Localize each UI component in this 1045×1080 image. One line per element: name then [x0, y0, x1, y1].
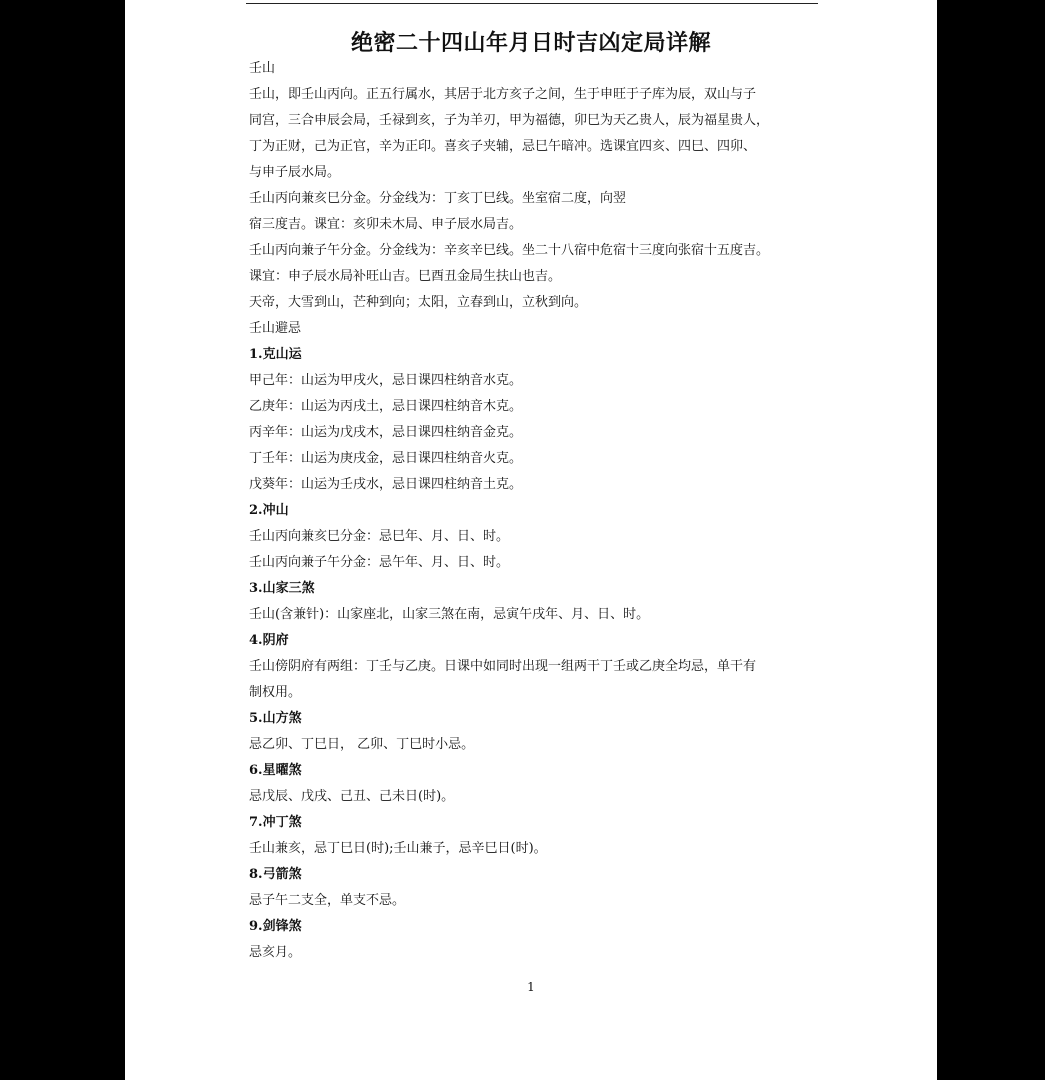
text-line: 壬山(含兼针)：山家座北，山家三煞在南，忌寅午戌年、月、日、时。: [249, 607, 650, 622]
text-line: 制权用。: [249, 685, 302, 700]
section-heading: 9.剑锋煞: [249, 919, 302, 934]
section-heading: 8.弓箭煞: [249, 867, 302, 882]
text-line: 壬山避忌: [249, 321, 302, 336]
section-heading: 4.阴府: [249, 633, 289, 648]
document-body: [249, 56, 823, 966]
section-heading: 7.冲丁煞: [249, 815, 302, 830]
section-heading: 5.山方煞: [249, 711, 302, 726]
text-line: 壬山傍阴府有两组：丁壬与乙庚。日课中如同时出现一组两干丁壬或乙庚全均忌，单干有: [249, 659, 757, 674]
text-line: 壬山丙向兼子午分金：忌午年、月、日、时。: [249, 555, 510, 570]
text-line: 乙庚年：山运为丙戌土，忌日课四柱纳音木克。: [249, 399, 523, 414]
text-line: 忌戊辰、戊戌、己丑、己未日(时)。: [249, 789, 455, 804]
section-heading: 1.克山运: [249, 347, 302, 362]
header-rule: [246, 3, 818, 4]
text-line: 壬山兼亥，忌丁巳日(时);壬山兼子，忌辛巳日(时)。: [249, 841, 547, 856]
text-line: 丁壬年：山运为庚戌金，忌日课四柱纳音火克。: [249, 451, 523, 466]
text-line: 课宜：申子辰水局补旺山吉。巳酉丑金局生扶山也吉。: [249, 269, 562, 284]
text-line: 忌亥月。: [249, 945, 302, 960]
text-line: 与申子辰水局。: [249, 165, 341, 180]
section-heading: 6.星曜煞: [249, 763, 302, 778]
section-heading: 3.山家三煞: [249, 581, 315, 596]
document-title: 绝密二十四山年月日时吉凶定局详解: [350, 30, 711, 56]
text-line: 壬山丙向兼子午分金。分金线为：辛亥辛巳线。坐二十八宿中危宿十三度向张宿十五度吉。: [249, 243, 770, 258]
text-line: 宿三度吉。课宜：亥卯未木局、申子辰水局吉。: [249, 217, 523, 232]
text-line: 同宫，三合申辰会局，壬禄到亥，子为羊刃，甲为福德，卯巳为天乙贵人，辰为福星贵人，: [249, 113, 770, 128]
text-line: 天帝，大雪到山，芒种到向；太阳，立春到山，立秋到向。: [249, 295, 588, 310]
text-line: 壬山丙向兼亥巳分金。分金线为：丁亥丁巳线。坐室宿二度，向翌: [249, 191, 627, 206]
document-page: [125, 0, 937, 1080]
text-line: 忌子午二支全，单支不忌。: [249, 893, 406, 908]
text-line: 忌乙卯、丁巳日， 乙卯、丁巳时小忌。: [249, 737, 475, 752]
page-number: 1: [527, 980, 535, 994]
text-line: 壬山: [249, 61, 276, 76]
text-line: 丙辛年：山运为戊戌木，忌日课四柱纳音金克。: [249, 425, 523, 440]
text-line: 丁为正财，己为正官，辛为正印。喜亥子夹辅，忌巳午暗冲。选课宜四亥、四巳、四卯、: [249, 139, 757, 154]
text-line: 壬山，即壬山丙向。正五行属水，其居于北方亥子之间，生于申旺于子库为辰，双山与子: [249, 87, 757, 102]
section-heading: 2.冲山: [249, 503, 289, 518]
text-line: 甲己年：山运为甲戌火，忌日课四柱纳音水克。: [249, 373, 523, 388]
text-line: 壬山丙向兼亥巳分金：忌巳年、月、日、时。: [249, 529, 510, 544]
text-line: 戊葵年：山运为壬戌水，忌日课四柱纳音土克。: [249, 477, 523, 492]
